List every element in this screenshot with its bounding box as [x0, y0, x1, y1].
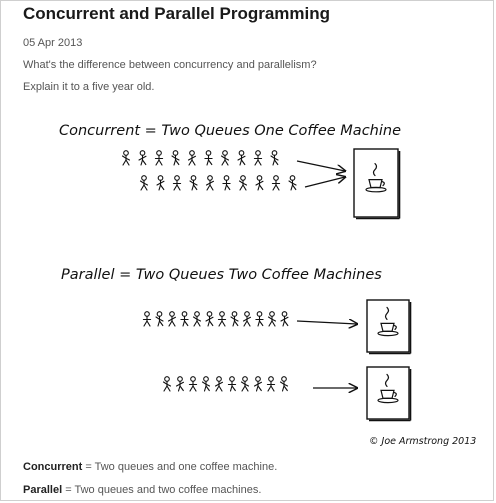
- article-title: Concurrent and Parallel Programming: [23, 4, 331, 23]
- caption-concurrent: [23, 461, 277, 473]
- concurrent-heading: Concurrent = Two Queues One Coffee Machine: [59, 123, 401, 139]
- stick-figure: [206, 312, 213, 326]
- parallel-queue-2: [164, 377, 288, 391]
- stick-figure: [240, 176, 247, 190]
- stick-figure: [256, 312, 263, 326]
- stick-figure: [156, 312, 163, 326]
- concurrency-illustration: [1, 105, 494, 453]
- stick-figure: [289, 176, 296, 190]
- stick-figure: [255, 377, 262, 391]
- stick-figure: [164, 377, 171, 391]
- arrow: [297, 161, 345, 171]
- stick-figure: [203, 377, 210, 391]
- question-text: What's the difference between concurrency and parallelism?: [23, 59, 317, 71]
- stick-figure: [190, 176, 197, 190]
- concurrent-queue-2: [141, 176, 297, 190]
- stick-figure: [223, 176, 230, 190]
- stick-figure: [271, 151, 278, 165]
- stick-figure: [242, 377, 249, 391]
- stick-figure: [231, 312, 238, 326]
- caption-term: Concurrent: [23, 461, 83, 473]
- stick-figure: [169, 312, 176, 326]
- coffee-machine: [354, 149, 400, 219]
- stick-figure: [238, 151, 245, 165]
- machine-outline: [354, 149, 398, 217]
- stick-figure: [218, 312, 225, 326]
- stick-figure: [269, 312, 276, 326]
- signature: © Joe Armstrong 2013: [369, 436, 477, 447]
- arrow: [297, 321, 357, 324]
- caption-parallel: [23, 484, 261, 496]
- instruction-text: Explain it to a five year old.: [23, 81, 155, 93]
- stick-figure: [272, 176, 279, 190]
- stick-figure: [267, 377, 274, 391]
- stick-figure: [141, 176, 148, 190]
- article-date: 05 Apr 2013: [23, 37, 83, 49]
- stick-figure: [155, 151, 162, 165]
- stick-figure: [207, 176, 214, 190]
- stick-figure: [181, 312, 188, 326]
- stick-figure: [244, 312, 251, 326]
- stick-figure: [281, 312, 288, 326]
- coffee-machine: [367, 300, 411, 354]
- caption-text: = Two queues and one coffee machine.: [82, 461, 278, 473]
- parallel-heading: Parallel = Two Queues Two Coffee Machines: [61, 267, 382, 283]
- stick-figure: [222, 151, 229, 165]
- caption-text: = Two queues and two coffee machines.: [62, 484, 262, 496]
- stick-figure: [254, 151, 261, 165]
- stick-figure: [281, 377, 288, 391]
- caption-term: Parallel: [23, 484, 63, 496]
- stick-figure: [228, 377, 235, 391]
- stick-figure: [123, 151, 130, 165]
- parallel-queue-1: [143, 312, 288, 326]
- concurrent-queue-1: [123, 151, 279, 165]
- stick-figure: [194, 312, 201, 326]
- arrow: [305, 177, 345, 187]
- stick-figure: [143, 312, 150, 326]
- stick-figure: [189, 151, 196, 165]
- stick-figure: [216, 377, 223, 391]
- stick-figure: [177, 377, 184, 391]
- coffee-machine: [367, 367, 411, 421]
- stick-figure: [139, 151, 146, 165]
- stick-figure: [256, 176, 263, 190]
- stick-figure: [172, 151, 179, 165]
- stick-figure: [157, 176, 164, 190]
- stick-figure: [205, 151, 212, 165]
- stick-figure: [173, 176, 180, 190]
- stick-figure: [189, 377, 196, 391]
